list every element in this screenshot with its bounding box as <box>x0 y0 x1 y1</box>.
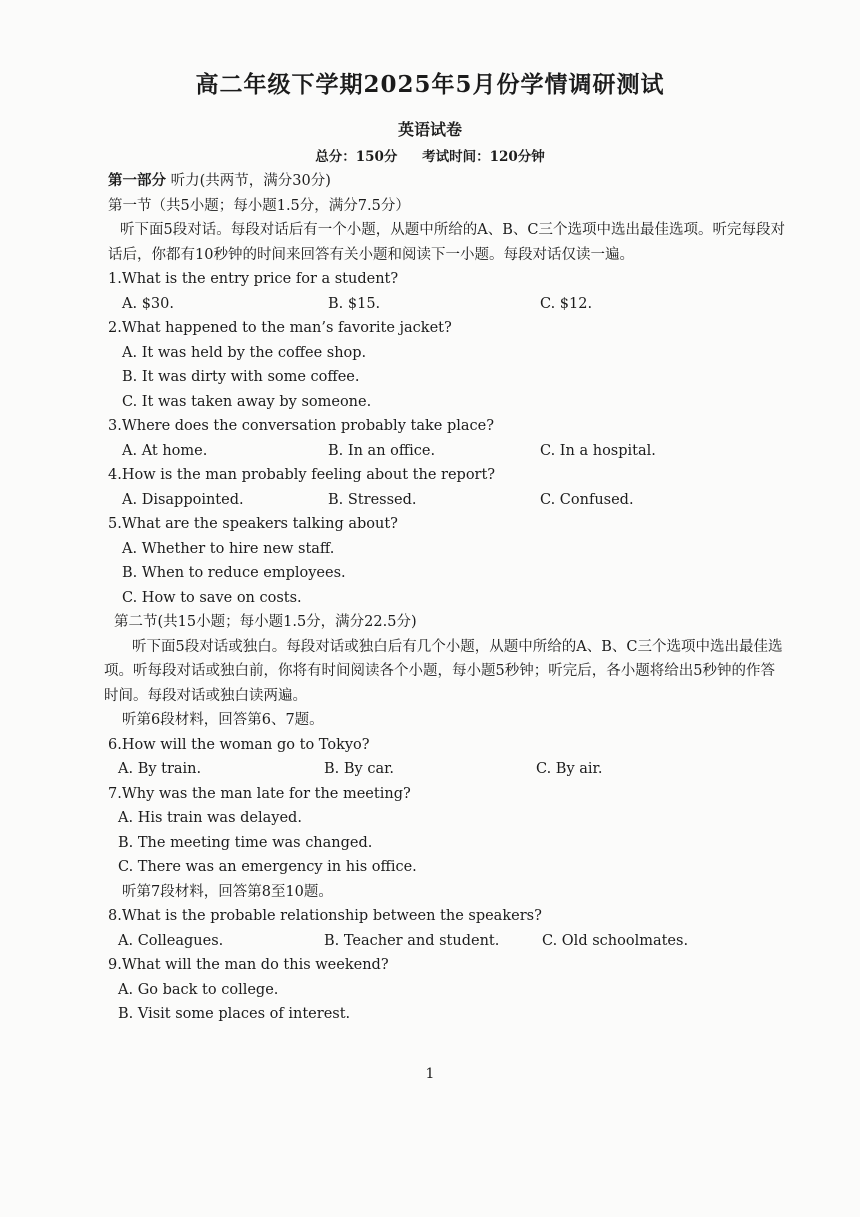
option-b: B. Stressed. <box>328 491 417 508</box>
section1-instruction: 听下面5段对话。每段对话后有一个小题，从题中所给的A、B、C三个选项中选出最佳选项。听完每段对话后，你都有10秒钟的时间来回答有关小题和阅读下一小题。每段对话仅读一遍。 <box>108 222 785 263</box>
option-c: C. Old schoolmates. <box>542 932 689 949</box>
exam-body <box>104 169 788 1027</box>
option-b: B. When to reduce employees. <box>122 565 346 581</box>
question-4: 4.How is the man probably feeling about the report? <box>108 467 496 483</box>
material-7-note: 听第7段材料，回答第8至10题。 <box>122 883 333 900</box>
option-b: B. Teacher and student. <box>324 932 500 949</box>
material-6-note: 听第6段材料，回答第6、7题。 <box>122 712 324 728</box>
part1-heading-bold: 第一部分 <box>108 172 166 189</box>
option-a: A. It was held by the coffee shop. <box>122 344 367 361</box>
question-5: 5.What are the speakers talking about? <box>108 516 398 532</box>
section1-heading: 第一节（共5小题；每小题1.5分，满分7.5分） <box>108 197 410 214</box>
question-3: 3.Where does the conversation probably take place? <box>108 418 494 434</box>
option-b: B. It was dirty with some coffee. <box>122 369 360 385</box>
option-c: C. $12. <box>540 295 593 312</box>
question-1: 1.What is the entry price for a student? <box>108 271 399 287</box>
section2-instruction: 听下面5段对话或独白。每段对话或独白后有几个小题，从题中所给的A、B、C三个选项中选出最佳选项。听每段对话或独白前，你将有时间阅读各个小题，每小题5秒钟；听完后，各小题将给出5秒钟的作答时间。每段对话或独白读两遍。 <box>104 638 783 704</box>
section2-heading: 第二节(共15小题；每小题1.5分，满分22.5分) <box>114 614 417 630</box>
option-c: C. By air. <box>536 761 603 777</box>
option-a: A. $30. <box>122 295 174 312</box>
exam-meta <box>0 145 860 165</box>
option-c: C. It was taken away by someone. <box>122 393 372 410</box>
question-6: 6.How will the woman go to Tokyo? <box>108 736 370 753</box>
part1-heading <box>108 169 788 194</box>
option-c: C. There was an emergency in his office. <box>118 859 417 875</box>
option-b: B. By car. <box>324 761 395 777</box>
question-8-options <box>108 929 788 954</box>
question-4-options <box>108 488 788 513</box>
question-3-options <box>108 439 788 464</box>
option-a: A. His train was delayed. <box>118 810 302 826</box>
page-number: 1 <box>425 1066 435 1082</box>
question-7: 7.Why was the man late for the meeting? <box>108 785 411 802</box>
exam-subtitle: 英语试卷 <box>397 120 462 139</box>
option-a: A. Disappointed. <box>122 491 244 508</box>
part1-heading-rest: 听力(共两节，满分30分) <box>170 173 331 189</box>
question-1-options <box>108 292 788 317</box>
question-8: 8.What is the probable relationship between the speakers? <box>108 908 542 924</box>
option-b: B. Visit some places of interest. <box>118 1006 351 1022</box>
option-a: A. Whether to hire new staff. <box>122 540 335 557</box>
option-b: B. In an office. <box>328 442 436 459</box>
option-b: B. The meeting time was changed. <box>118 834 373 851</box>
question-9: 9.What will the man do this weekend? <box>108 957 389 973</box>
option-a: A. Go back to college. <box>118 981 279 998</box>
option-a: A. At home. <box>122 442 208 459</box>
option-a: A. By train. <box>118 761 202 777</box>
option-c: C. How to save on costs. <box>122 589 302 606</box>
option-c: C. Confused. <box>540 491 634 508</box>
exam-title: 高二年级下学期2025年5月份学情调研测试 <box>195 71 665 98</box>
option-c: C. In a hospital. <box>540 442 656 459</box>
total-score: 总分：150分 <box>315 149 398 165</box>
exam-time: 考试时间：120分钟 <box>422 149 545 165</box>
question-6-options <box>108 757 788 782</box>
question-2: 2.What happened to the man’s favorite jacket? <box>108 320 452 336</box>
option-a: A. Colleagues. <box>118 932 224 949</box>
option-b: B. $15. <box>328 295 381 312</box>
